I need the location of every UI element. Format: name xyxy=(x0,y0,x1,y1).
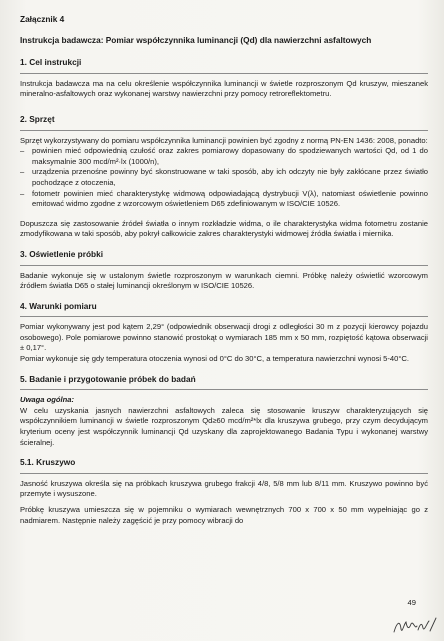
section-1-text: Instrukcja badawcza ma na celu określenie współczynnika luminancji w świetle rozproszonym Qd kruszyw, mieszanek mineralno-asfaltowych oraz wykonanej warstwy nawierzchni przy pomocy retroreflektometru. xyxy=(20,78,428,99)
document-title: Instrukcja badawcza: Pomiar współczynnika luminancji (Qd) dla nawierzchni asfaltowych xyxy=(20,34,372,45)
page-number: 49 xyxy=(407,598,416,607)
document-body xyxy=(20,14,428,526)
section-2-rule xyxy=(20,130,428,131)
section-4-text-2: Pomiar wykonuje się gdy temperatura otoczenia wynosi od 0°C do 30°C, a temperatura nawierzchni wynosi 5-40°C. xyxy=(20,354,409,364)
section-5-heading: 5. Badanie i przygotowanie próbek do badań xyxy=(20,373,196,384)
section-3-heading: 3. Oświetlenie próbki xyxy=(20,248,103,259)
section-5-1-rule xyxy=(20,473,428,474)
section-1-rule xyxy=(20,73,428,74)
section-2-intro: Sprzęt wykorzystywany do pomiaru współczynnika luminancji powinien być zgodny z normą PN-EN 1436: 2008, ponadto: xyxy=(20,135,428,145)
section-4-heading: 4. Warunki pomiaru xyxy=(20,300,97,311)
section-3-rule xyxy=(20,265,428,266)
handwritten-signature-icon xyxy=(392,614,438,638)
section-2-heading: 2. Sprzęt xyxy=(20,113,55,124)
section-1-heading: 1. Cel instrukcji xyxy=(20,57,82,68)
section-5-rule xyxy=(20,389,428,390)
annex-label: Załącznik 4 xyxy=(20,14,65,24)
list-item: – urządzenia przenośne powinny być skonstruowane w taki sposób, aby ich odczyty nie były zakłócane przez światło pochodzące z otoczenia, xyxy=(20,167,428,188)
section-5-1-text-2: Próbkę kruszywa umieszcza się w pojemniku o wymiarach wewnętrznych 700 x 700 x 50 mm wypełniając go z nadmiarem. Następnie należy zagęścić je przy pomocy wibracji do xyxy=(20,505,428,525)
section-4-text-1: Pomiar wykonywany jest pod kątem 2,29° (odpowiednik obserwacji drogi z odległości 30 m z pozycji kierowcy pojazdu osobowego). Pole pomiarowe powinno stanowić prostokąt o wymiarach 185 mm x 50 mm, rozpiętość kątowa obserwacji ± 0,17°. xyxy=(20,322,428,353)
general-note-label: Uwaga ogólna: xyxy=(20,395,75,405)
list-item: – powinien mieć odpowiednią czułość oraz zakres pomiarowy dopasowany do spodziewanych wartości Qd, od 1 do maksymalnie 300 mcd/m²·lx (1000/n), xyxy=(20,146,428,167)
section-5-1-heading: 5.1. Kruszywo xyxy=(20,457,76,468)
list-item: – fotometr powinien mieć charakterystykę widmową odpowiadającą dystrybucji V(λ), natomiast oświetlenie powinno emitować widmo zgodne z wzorcowym oświetleniem D65 zdefiniowanym w ISO/CIE 10526. xyxy=(20,189,428,210)
equipment-list xyxy=(20,146,428,210)
general-note-text: W celu uzyskania jasnych nawierzchni asfaltowych zaleca się stosowanie kruszyw charakteryzujących się współczynnikiem luminancji w świetle rozproszonym Qd≥60 mcd/m²*lx dla kruszywa grubego, przy czym decydującym kryterium oceny jest współczynnik luminancji Qd uzyskany dla zaprojektowanego Badania Typu i wykonanej warstwy ścieralnej. xyxy=(20,405,428,447)
section-2-after: Dopuszcza się zastosowanie źródeł światła o innym rozkładzie widma, o ile charakterystyka widma fotometru zostanie zmodyfikowana w taki sposób, aby pokrył całkowicie zakres charakterystyki widmowej źródła światła i miernika. xyxy=(20,218,428,239)
section-5-1-text-1: Jasność kruszywa określa się na próbkach kruszywa grubego frakcji 4/8, 5/8 mm lub 8/11 mm. Kruszywo powinno być przemyte i wysuszone. xyxy=(20,478,428,499)
section-3-text: Badanie wykonuje się w ustalonym świetle rozproszonym w warunkach ciemni. Próbkę należy oświetlić wzorcowym źródłem światła D65 o stałej luminancji określonym w ISO/CIE 10526. xyxy=(20,270,428,291)
section-4-rule xyxy=(20,316,428,317)
